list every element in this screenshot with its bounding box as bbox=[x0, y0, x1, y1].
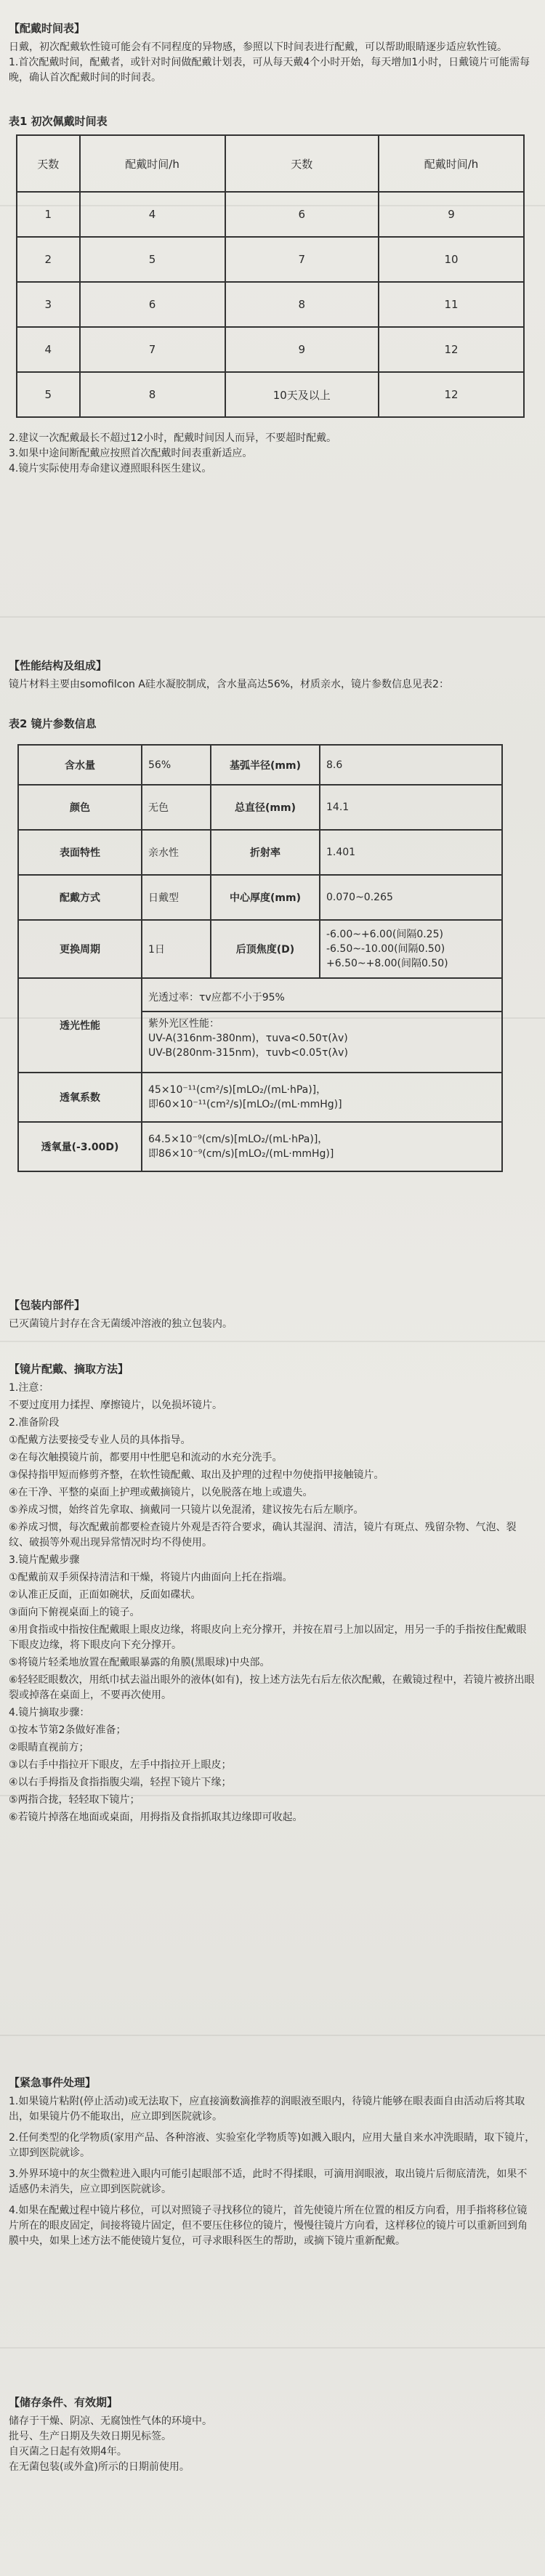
param-value bbox=[142, 978, 502, 1073]
param-value: 0.070~0.265 bbox=[320, 875, 502, 920]
param-label: 后顶焦度(D) bbox=[211, 920, 320, 978]
power-range: +6.50~+8.00(间隔0.50) bbox=[326, 958, 448, 969]
table-cell: 7 bbox=[225, 237, 379, 282]
table-row bbox=[18, 830, 502, 875]
table-cell: 4 bbox=[17, 327, 80, 372]
table-row bbox=[18, 1073, 502, 1122]
section-header: 【镜片配戴、摘取方法】 bbox=[9, 1362, 129, 1376]
wear-remove-section bbox=[0, 1361, 545, 1828]
table-row bbox=[17, 237, 524, 282]
param-label: 颜色 bbox=[18, 785, 142, 830]
table-row bbox=[18, 1122, 502, 1171]
step-line: ⑤养成习惯，始终首先拿取、摘戴同一只镜片以免混淆，建议按先右后左顺序。 bbox=[9, 1504, 364, 1516]
param-label: 透光性能 bbox=[18, 978, 142, 1073]
param-label: 含水量 bbox=[18, 745, 142, 785]
storage-section bbox=[0, 2394, 545, 2475]
table-cell: 5 bbox=[17, 372, 80, 417]
step-line: 不要过度用力揉捏、摩擦镜片，以免损坏镜片。 bbox=[9, 1400, 222, 1411]
dk-value: 45×10⁻¹¹(cm²/s)[mLO₂/(mL·hPa)]， bbox=[148, 1084, 327, 1096]
storage-line: 批号、生产日期及失效日期见标签。 bbox=[9, 2431, 171, 2442]
table-row bbox=[17, 372, 524, 417]
section-header: 【包装内部件】 bbox=[9, 1299, 86, 1312]
table-cell: 11 bbox=[379, 282, 524, 327]
step-line: ④在干净、平整的桌面上护理或戴摘镜片，以免脱落在地上或遗失。 bbox=[9, 1487, 313, 1498]
power-range: -6.00~+6.00(间隔0.25) bbox=[326, 929, 443, 940]
table-cell: 1 bbox=[17, 192, 80, 237]
param-value: 1日 bbox=[142, 920, 211, 978]
emergency-item: 2.任何类型的化学物质(家用产品、各种溶液、实验室化学物质等)如溅入眼内，应用大量自来水冲洗眼睛，取下镜片，立即到医院就诊。 bbox=[9, 2132, 536, 2159]
table-row bbox=[18, 745, 502, 785]
table-row bbox=[17, 327, 524, 372]
fold-line bbox=[0, 616, 545, 618]
table-cell: 8 bbox=[225, 282, 379, 327]
lens-params-table bbox=[17, 744, 503, 1172]
section-intro: 镜片材料主要由somofilcon A硅水凝胶制成，含水量高达56%，材质亲水，镜片参数信息见表2： bbox=[9, 679, 449, 690]
storage-line: 储存于干燥、阴凉、无腐蚀性气体的环境中。 bbox=[9, 2415, 212, 2427]
note-3: 3.如果中途间断配戴应按照首次配戴时间表重新适应。 bbox=[9, 448, 253, 459]
param-value: 56% bbox=[142, 745, 211, 785]
table-cell: 2 bbox=[17, 237, 80, 282]
table-cell: 10 bbox=[379, 237, 524, 282]
table-caption: 表2 镜片参数信息 bbox=[9, 717, 97, 730]
dkt-value: 64.5×10⁻⁹(cm/s)[mLO₂/(mL·hPa)]， bbox=[148, 1134, 328, 1145]
section-header: 【紧急事件处理】 bbox=[9, 2076, 97, 2089]
param-label: 表面特性 bbox=[18, 830, 142, 875]
step-line: ①按本节第2条做好准备； bbox=[9, 1724, 126, 1736]
param-label: 更换周期 bbox=[18, 920, 142, 978]
table-cell: 9 bbox=[379, 192, 524, 237]
power-range: -6.50~-10.00(间隔0.50) bbox=[326, 943, 445, 955]
dk-value: 即60×10⁻¹¹(cm²/s)[mLO₂/(mL·mmHg)] bbox=[148, 1099, 342, 1110]
table-cell: 7 bbox=[80, 327, 225, 372]
step-line: 4.镜片摘取步骤： bbox=[9, 1707, 90, 1719]
fold-line bbox=[0, 2035, 545, 2036]
table-cell: 6 bbox=[225, 192, 379, 237]
step-line: ⑤两指合拢，轻轻取下镜片； bbox=[9, 1794, 140, 1806]
param-value: 14.1 bbox=[320, 785, 502, 830]
table-cell: 9 bbox=[225, 327, 379, 372]
table-row bbox=[17, 282, 524, 327]
param-value bbox=[320, 920, 502, 978]
step-line: ⑥若镜片掉落在地面或桌面，用拇指及食指抓取其边缘即可收起。 bbox=[9, 1812, 303, 1823]
uv-title: 紫外光区性能： bbox=[148, 1018, 219, 1030]
param-value: 1.401 bbox=[320, 830, 502, 875]
step-line: 1.注意： bbox=[9, 1382, 49, 1394]
param-value: 亲水性 bbox=[142, 830, 211, 875]
table-row bbox=[18, 978, 502, 1073]
section-text: 已灭菌镜片封存在含无菌缓冲溶液的独立包装内。 bbox=[9, 1318, 233, 1330]
param-label: 配戴方式 bbox=[18, 875, 142, 920]
step-line: ②认准正反面，正面如碗状，反面如碟状。 bbox=[9, 1589, 201, 1601]
step-line: 3.镜片配戴步骤 bbox=[9, 1554, 80, 1566]
step-line: ⑥轻轻眨眼数次，用纸巾拭去溢出眼外的液体(如有)，按上述方法先右后左依次配戴，在戴镜过程中，若镜片被挤出眼裂或掉落在桌面上，不要再次使用。 bbox=[9, 1674, 535, 1701]
schedule-table bbox=[16, 134, 525, 418]
step-line: ③保持指甲短而修剪齐整，在软性镜配戴、取出及护理的过程中勿使指甲接触镜片。 bbox=[9, 1469, 384, 1481]
fold-line bbox=[0, 1341, 545, 1342]
table-row bbox=[18, 875, 502, 920]
param-label: 总直径(mm) bbox=[211, 785, 320, 830]
storage-line: 自灭菌之日起有效期4年。 bbox=[9, 2446, 127, 2458]
step-line: ⑥养成习惯，每次配戴前都要检查镜片外观是否符合要求，确认其湿润、清洁，镜片有斑点、残留杂物、气泡、裂纹、破损等外观出现异常情况时均不得使用。 bbox=[9, 1522, 517, 1549]
section-intro: 日戴，初次配戴软性镜可能会有不同程度的异物感，参照以下时间表进行配戴，可以帮助眼睛逐步适应软性镜。 bbox=[9, 41, 507, 53]
performance-section bbox=[0, 658, 545, 1172]
section-header: 【储存条件、有效期】 bbox=[9, 2396, 118, 2409]
param-label: 透氧量(-3.00D) bbox=[18, 1122, 142, 1171]
step-line: ③面向下俯视桌面上的镜子。 bbox=[9, 1607, 140, 1618]
note-1: 1.首次配戴时间，配戴者，或针对时间做配戴计划表，可从每天戴4个小时开始，每天增加1小时，日戴镜片可能需每晚，确认首次配戴时间的时间表。 bbox=[9, 57, 530, 84]
step-line: ①配戴方法要接受专业人员的具体指导。 bbox=[9, 1434, 191, 1446]
table-row bbox=[18, 920, 502, 978]
col-header-days: 天数 bbox=[17, 135, 80, 192]
step-line: 2.准备阶段 bbox=[9, 1417, 60, 1429]
step-line: ①配戴前双手须保持清洁和干燥，将镜片内曲面向上托在指端。 bbox=[9, 1572, 293, 1583]
param-value: 日戴型 bbox=[142, 875, 211, 920]
emergency-item: 3.外界环境中的灰尘微粒进入眼内可能引起眼部不适，此时不得揉眼，可滴用润眼液，取出镜片后彻底清洗，如果不适感仍未消失，应立即到医院就诊。 bbox=[9, 2168, 528, 2195]
emergency-item: 4.如果在配戴过程中镜片移位，可以对照镜子寻找移位的镜片，首先使镜片所在位置的相反方向看，用手指将移位镜片所在的眼皮固定，间接将镜片固定，但不要压住移位的镜片，慢慢往镜片方向看，这样移位的镜片可以重新回到角膜中央，如果上述方法不能使镜片复位，可寻求眼科医生的帮助，或摘下镜片重新配戴。 bbox=[9, 2205, 528, 2247]
param-value bbox=[142, 1073, 502, 1122]
param-value bbox=[142, 1122, 502, 1171]
section-header: 【性能结构及组成】 bbox=[9, 659, 108, 672]
step-line: ⑤将镜片轻柔地放置在配戴眼暴露的角膜(黑眼球)中央部。 bbox=[9, 1657, 270, 1668]
table-cell: 5 bbox=[80, 237, 225, 282]
table-cell: 12 bbox=[379, 327, 524, 372]
table-cell: 12 bbox=[379, 372, 524, 417]
table-cell: 4 bbox=[80, 192, 225, 237]
step-line: ④以右手拇指及食指指腹尖端，轻捏下镜片下缘； bbox=[9, 1777, 232, 1788]
param-label: 折射率 bbox=[211, 830, 320, 875]
table-cell: 10天及以上 bbox=[225, 372, 379, 417]
emergency-item: 1.如果镜片粘附(停止活动)或无法取下，应直接滴数滴推荐的润眼液至眼内，待镜片能够在眼表面自由活动后将其取出，如果镜片仍不能取出，应立即到医院就诊。 bbox=[9, 2096, 525, 2123]
param-label: 基弧半径(mm) bbox=[211, 745, 320, 785]
param-label: 透氧系数 bbox=[18, 1073, 142, 1122]
step-line: ④用食指或中指按住配戴眼上眼皮边缘，将眼皮向上充分撑开，并按在眉弓上加以固定，用另一手的手指按住配戴眼下眼皮边缘，将下眼皮向下充分撑开。 bbox=[9, 1624, 527, 1651]
table-cell: 8 bbox=[80, 372, 225, 417]
note-4: 4.镜片实际使用寿命建议遵照眼科医生建议。 bbox=[9, 463, 212, 475]
note-2: 2.建议一次配戴最长不超过12小时，配戴时间因人而异，不要超时配戴。 bbox=[9, 432, 337, 444]
param-label: 中心厚度(mm) bbox=[211, 875, 320, 920]
section-header: 【配戴时间表】 bbox=[9, 22, 86, 35]
wearing-schedule-section bbox=[0, 20, 545, 477]
storage-line: 在无菌包装(或外盒)所示的日期前使用。 bbox=[9, 2461, 190, 2473]
table-cell: 3 bbox=[17, 282, 80, 327]
emergency-section bbox=[0, 2075, 545, 2249]
uva-value: UV-A(316nm-380nm)，τuva<0.50τ(λv) bbox=[148, 1033, 348, 1044]
param-value: 无色 bbox=[142, 785, 211, 830]
table-row bbox=[18, 785, 502, 830]
step-line: ③以右手中指拉开下眼皮，左手中指拉开上眼皮； bbox=[9, 1759, 232, 1771]
table-cell: 6 bbox=[80, 282, 225, 327]
package-section bbox=[0, 1297, 545, 1332]
dkt-value: 即86×10⁻⁹(cm/s)[mLO₂/(mL·mmHg)] bbox=[148, 1148, 334, 1160]
uvb-value: UV-B(280nm-315nm)，τuvb<0.05τ(λv) bbox=[148, 1047, 348, 1059]
param-value: 8.6 bbox=[320, 745, 502, 785]
step-line: ②眼睛直视前方； bbox=[9, 1742, 89, 1753]
fold-line bbox=[0, 2347, 545, 2349]
col-header-hours: 配戴时间/h bbox=[80, 135, 225, 192]
col-header-hours: 配戴时间/h bbox=[379, 135, 524, 192]
visible-transmittance: 光透过率：τv应都不小于95% bbox=[142, 988, 501, 1012]
step-line: ②在每次触摸镜片前，都要用中性肥皂和流动的水充分洗手。 bbox=[9, 1452, 283, 1463]
table-caption: 表1 初次佩戴时间表 bbox=[9, 115, 108, 128]
table-row bbox=[17, 192, 524, 237]
col-header-days: 天数 bbox=[225, 135, 379, 192]
